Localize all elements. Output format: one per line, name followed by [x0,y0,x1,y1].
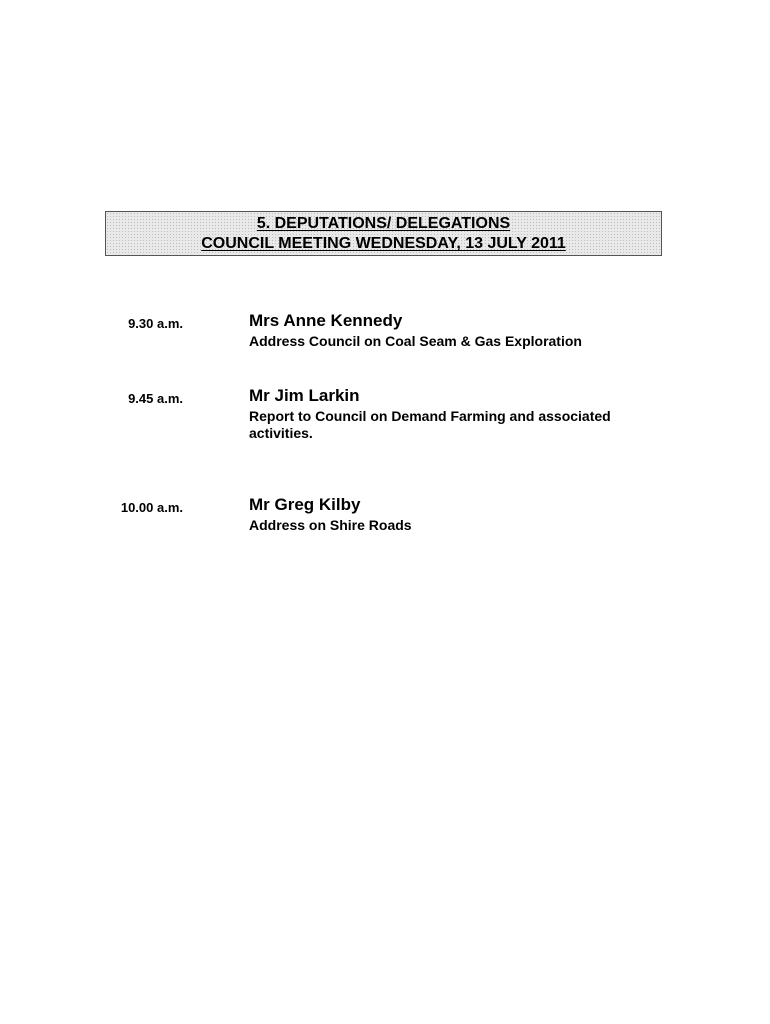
entry-speaker-name: Mr Greg Kilby [249,495,361,514]
entry-time: 10.00 a.m. [120,500,183,515]
entry-speaker-name: Mrs Anne Kennedy [249,311,403,330]
section-header-box [105,211,662,256]
section-title: 5. DEPUTATIONS/ DELEGATIONS [256,215,511,232]
entry-description: Report to Council on Demand Farming and associated activities. [249,408,611,441]
meeting-title: COUNCIL MEETING WEDNESDAY, 13 JULY 2011 [201,235,566,252]
entry-time: 9.30 a.m. [128,316,183,331]
entry-time: 9.45 a.m. [128,391,183,406]
entry-description: Address on Shire Roads [249,517,412,533]
entry-speaker-name: Mr Jim Larkin [249,386,360,405]
entry-description: Address Council on Coal Seam & Gas Exploration [249,333,582,349]
